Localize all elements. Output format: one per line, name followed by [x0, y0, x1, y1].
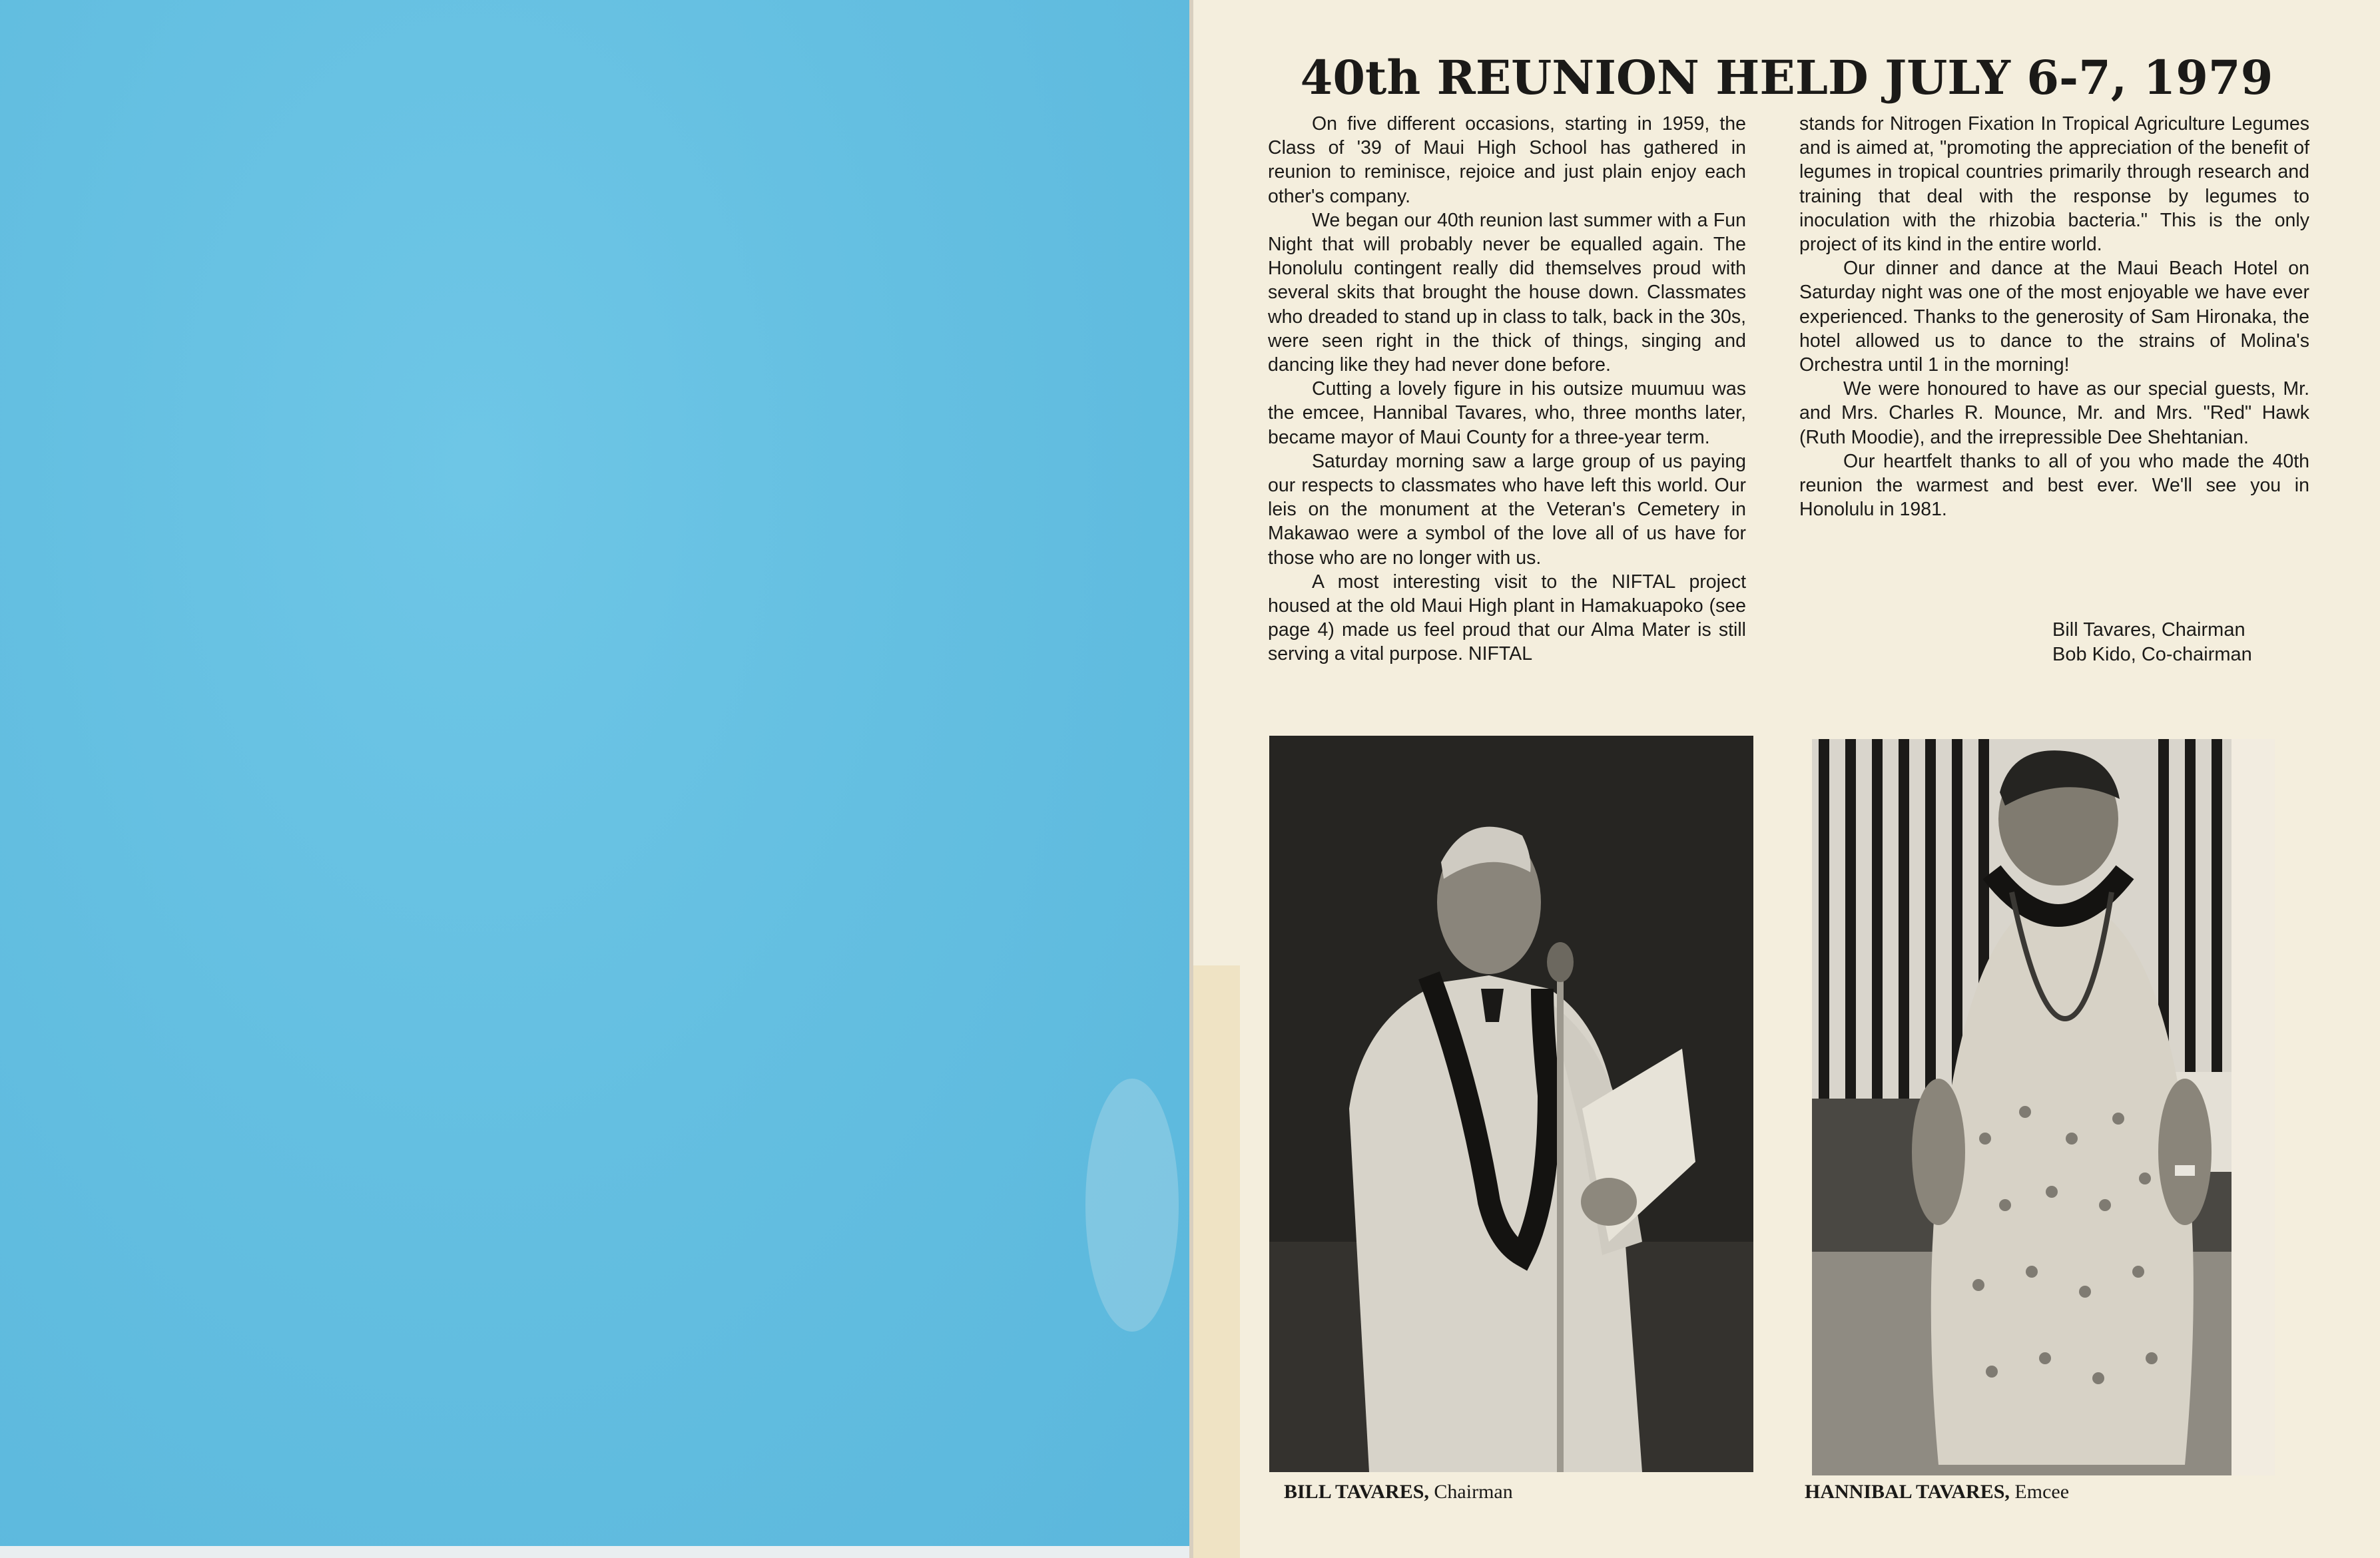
article-page	[1193, 0, 2380, 1558]
paragraph: A most interesting visit to the NIFTAL project housed at the old Maui High plant in Hamakuapoko (see page 4) made us feel proud that our Alma Mater is still serving a vital purpose. NIFTAL	[1268, 571, 1746, 665]
caption-role: Chairman	[1434, 1481, 1513, 1503]
photo-hannibal-tavares-illustration	[1812, 739, 2275, 1475]
photo-caption-hannibal	[1805, 1480, 2069, 1504]
cover-water-stain	[1085, 1079, 1179, 1332]
blue-back-cover	[0, 0, 1189, 1558]
paragraph: On five different occasions, starting in 1959, the Class of '39 of Maui High School has gathered in reunion to reminisce, rejoice and just plain enjoy each other's company.	[1268, 113, 1746, 207]
signature-chairman: Bill Tavares, Chairman	[2052, 619, 2245, 641]
paragraph: Our heartfelt thanks to all of you who made the 40th reunion the warmest and best ever. We'll see you in Honolulu in 1981.	[1799, 450, 2309, 521]
photo-bill-tavares-illustration	[1269, 736, 1753, 1472]
paragraph: Saturday morning saw a large group of us paying our respects to classmates who have left this world. Our leis on the monument at the Veteran's Cemetery in Makawao were a symbol of the love all of us have for those who are no longer with us.	[1268, 450, 1746, 569]
page-stain	[1193, 965, 1240, 1558]
caption-role: Emcee	[2014, 1481, 2070, 1503]
photo-caption-bill	[1284, 1480, 1513, 1504]
paragraph: Cutting a lovely figure in his outsize muumuu was the emcee, Hannibal Tavares, who, three months later, became mayor of Maui County for a three-year term.	[1268, 378, 1746, 448]
cover-bottom-edge	[0, 1546, 1189, 1558]
signature-co-chairman: Bob Kido, Co-chairman	[2052, 644, 2252, 665]
paragraph: Our dinner and dance at the Maui Beach Hotel on Saturday night was one of the most enjoyable we have ever experienced. Thanks to the generosity of Sam Hironaka, the hotel allowed us to dance to the strains of Molina's Orchestra until 1 in the morning!	[1799, 258, 2309, 376]
caption-name: BILL TAVARES,	[1284, 1481, 1429, 1503]
signature-block	[2052, 618, 2332, 667]
photo-bill-tavares	[1269, 736, 1753, 1472]
caption-name: HANNIBAL TAVARES,	[1805, 1481, 2010, 1503]
paragraph: We were honoured to have as our special guests, Mr. and Mrs. Charles R. Mounce, Mr. and Mrs. "Red" Hawk (Ruth Moodie), and the irrepressible Dee Shehtanian.	[1799, 378, 2309, 448]
headline: 40th REUNION HELD JULY 6-7, 1979	[1300, 50, 2273, 105]
article-column-right	[1799, 112, 2309, 521]
article-column-left	[1268, 112, 1746, 666]
photo-hannibal-tavares	[1812, 739, 2275, 1475]
paragraph: We began our 40th reunion last summer with a Fun Night that will probably never be equalled again. The Honolulu contingent really did themselves proud with several skits that brought the house down. Classmates who dreaded to stand up in class to talk, back in the 30s, were seen right in the thick of things, singing and dancing like they had never done before.	[1268, 209, 1746, 376]
paragraph: stands for Nitrogen Fixation In Tropical Agriculture Legumes and is aimed at, "promoting the appreciation of the benefit of legumes in tropical countries primarily through research and training that deal with the response by legumes to inoculation with the rhizobia bacteria." This is the only project of its kind in the entire world.	[1799, 113, 2309, 256]
